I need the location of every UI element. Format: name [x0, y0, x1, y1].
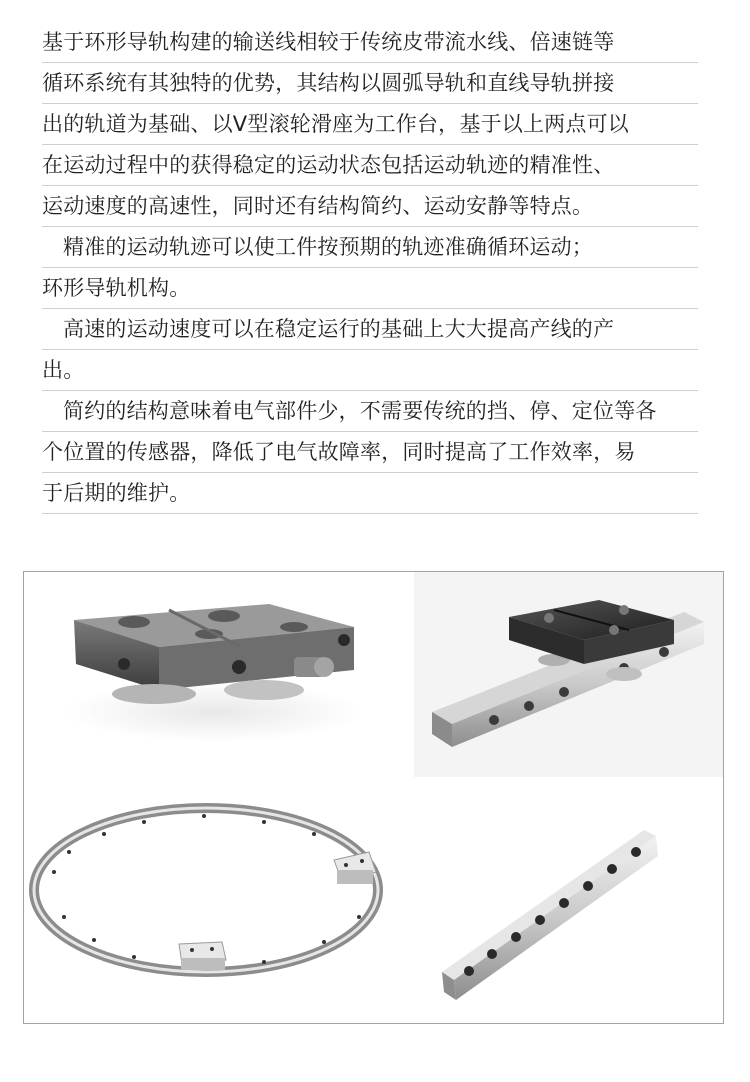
text-line: 个位置的传感器，降低了电气故障率，同时提高了工作效率，易: [42, 432, 698, 473]
product-gallery: [23, 571, 724, 1024]
description-text: [42, 22, 698, 514]
text-line: 简约的结构意味着电气部件少，不需要传统的挡、停、定位等各: [42, 391, 698, 432]
text-line: 循环系统有其独特的优势，其结构以圆弧导轨和直线导轨拼接: [42, 63, 698, 104]
text-line: 出的轨道为基础、以V型滚轮滑座为工作台，基于以上两点可以: [42, 104, 698, 145]
text-line: 在运动过程中的获得稳定的运动状态包括运动轨迹的精准性、: [42, 145, 698, 186]
text-line: 高速的运动速度可以在稳定运行的基础上大大提高产线的产: [42, 309, 698, 350]
ring-guide-track-image: [34, 808, 378, 972]
text-line: 基于环形导轨构建的输送线相较于传统皮带流水线、倍速链等: [42, 22, 698, 63]
text-line: 出。: [42, 350, 698, 391]
text-line: 于后期的维护。: [42, 473, 698, 514]
v-roller-carriage-image: [64, 604, 364, 742]
linear-guide-rail-image: [442, 830, 658, 1000]
text-line: 运动速度的高速性，同时还有结构简约、运动安静等特点。: [42, 186, 698, 227]
text-line: 环形导轨机构。: [42, 268, 698, 309]
text-line: 精准的运动轨迹可以使工件按预期的轨迹准确循环运动；: [42, 227, 698, 268]
